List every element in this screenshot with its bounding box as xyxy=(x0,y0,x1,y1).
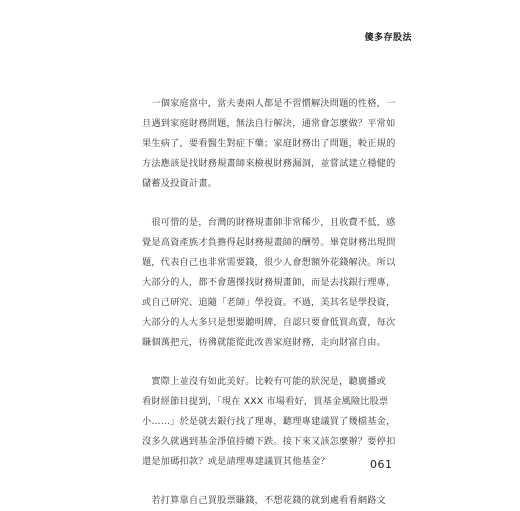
text-line: 賺個萬把元，彷彿就能從此改善家庭財務，走向財富自由。 xyxy=(142,337,387,348)
text-line: 若打算靠自己買股票賺錢，不想花錢的就到處看看網路文 xyxy=(142,495,387,506)
text-line: 大部分的人大多只是想要聽明牌，自認只要會低買高賣，每次 xyxy=(142,317,396,328)
text-line: 題，代表自己也非常需要錢，很少人會想額外花錢解決。所以 xyxy=(142,257,396,268)
text-line: 看財經節目提到，「現在 XXX 市場看好，買基金風險比股票 xyxy=(142,396,389,407)
text-line: 沒多久就遇到基金淨值持續下跌。接下來又該怎麼辦？要停扣 xyxy=(142,436,396,447)
paragraph-gap xyxy=(142,472,394,491)
paragraph-gap xyxy=(142,353,394,372)
running-head: 傻多存股法 xyxy=(364,33,412,43)
text-line: 很可惜的是，台灣的財務規畫師非常稀少，且收費不低，感 xyxy=(142,217,396,228)
text-line: 旦遇到家庭財務問題，無法自行解決，通常會怎麼做？平常如 xyxy=(142,118,396,129)
paragraph-gap xyxy=(142,194,394,213)
text-line: 方法應該是找財務規畫師來檢視財務漏洞，並嘗試建立穩健的 xyxy=(142,158,396,169)
text-line: 還是加碼扣款？或是請理專建議買其他基金？ xyxy=(142,456,330,467)
text-line: 小……」於是就去銀行找了理專，聽理專建議買了幾檔基金， xyxy=(142,416,396,427)
body-text xyxy=(142,94,394,511)
paragraph xyxy=(142,94,394,194)
text-line: 覺是高資產族才負擔得起財務規畫師的酬勞。畢竟財務出現問 xyxy=(142,237,396,248)
paragraph xyxy=(142,372,394,472)
text-line: 大部分的人，都不會選擇找財務規畫師，而是去找銀行理專， xyxy=(142,277,396,288)
paragraph xyxy=(142,491,394,511)
text-line: 一個家庭當中，當夫妻兩人都是不習慣解決問題的性格，一 xyxy=(142,98,396,109)
text-line: 儲蓄及投資計畫。 xyxy=(142,178,218,189)
text-line: 果生病了，要看醫生對症下藥；家庭財務出了問題，較正規的 xyxy=(142,138,396,149)
text-line: 實際上並沒有如此美好。比較有可能的狀況是，聽廣播或 xyxy=(142,376,387,387)
text-line: 或自己研究、追隨「老師」學投資。不過，美其名是學投資， xyxy=(142,297,396,308)
paragraph xyxy=(142,213,394,353)
page-number: 061 xyxy=(370,458,393,471)
